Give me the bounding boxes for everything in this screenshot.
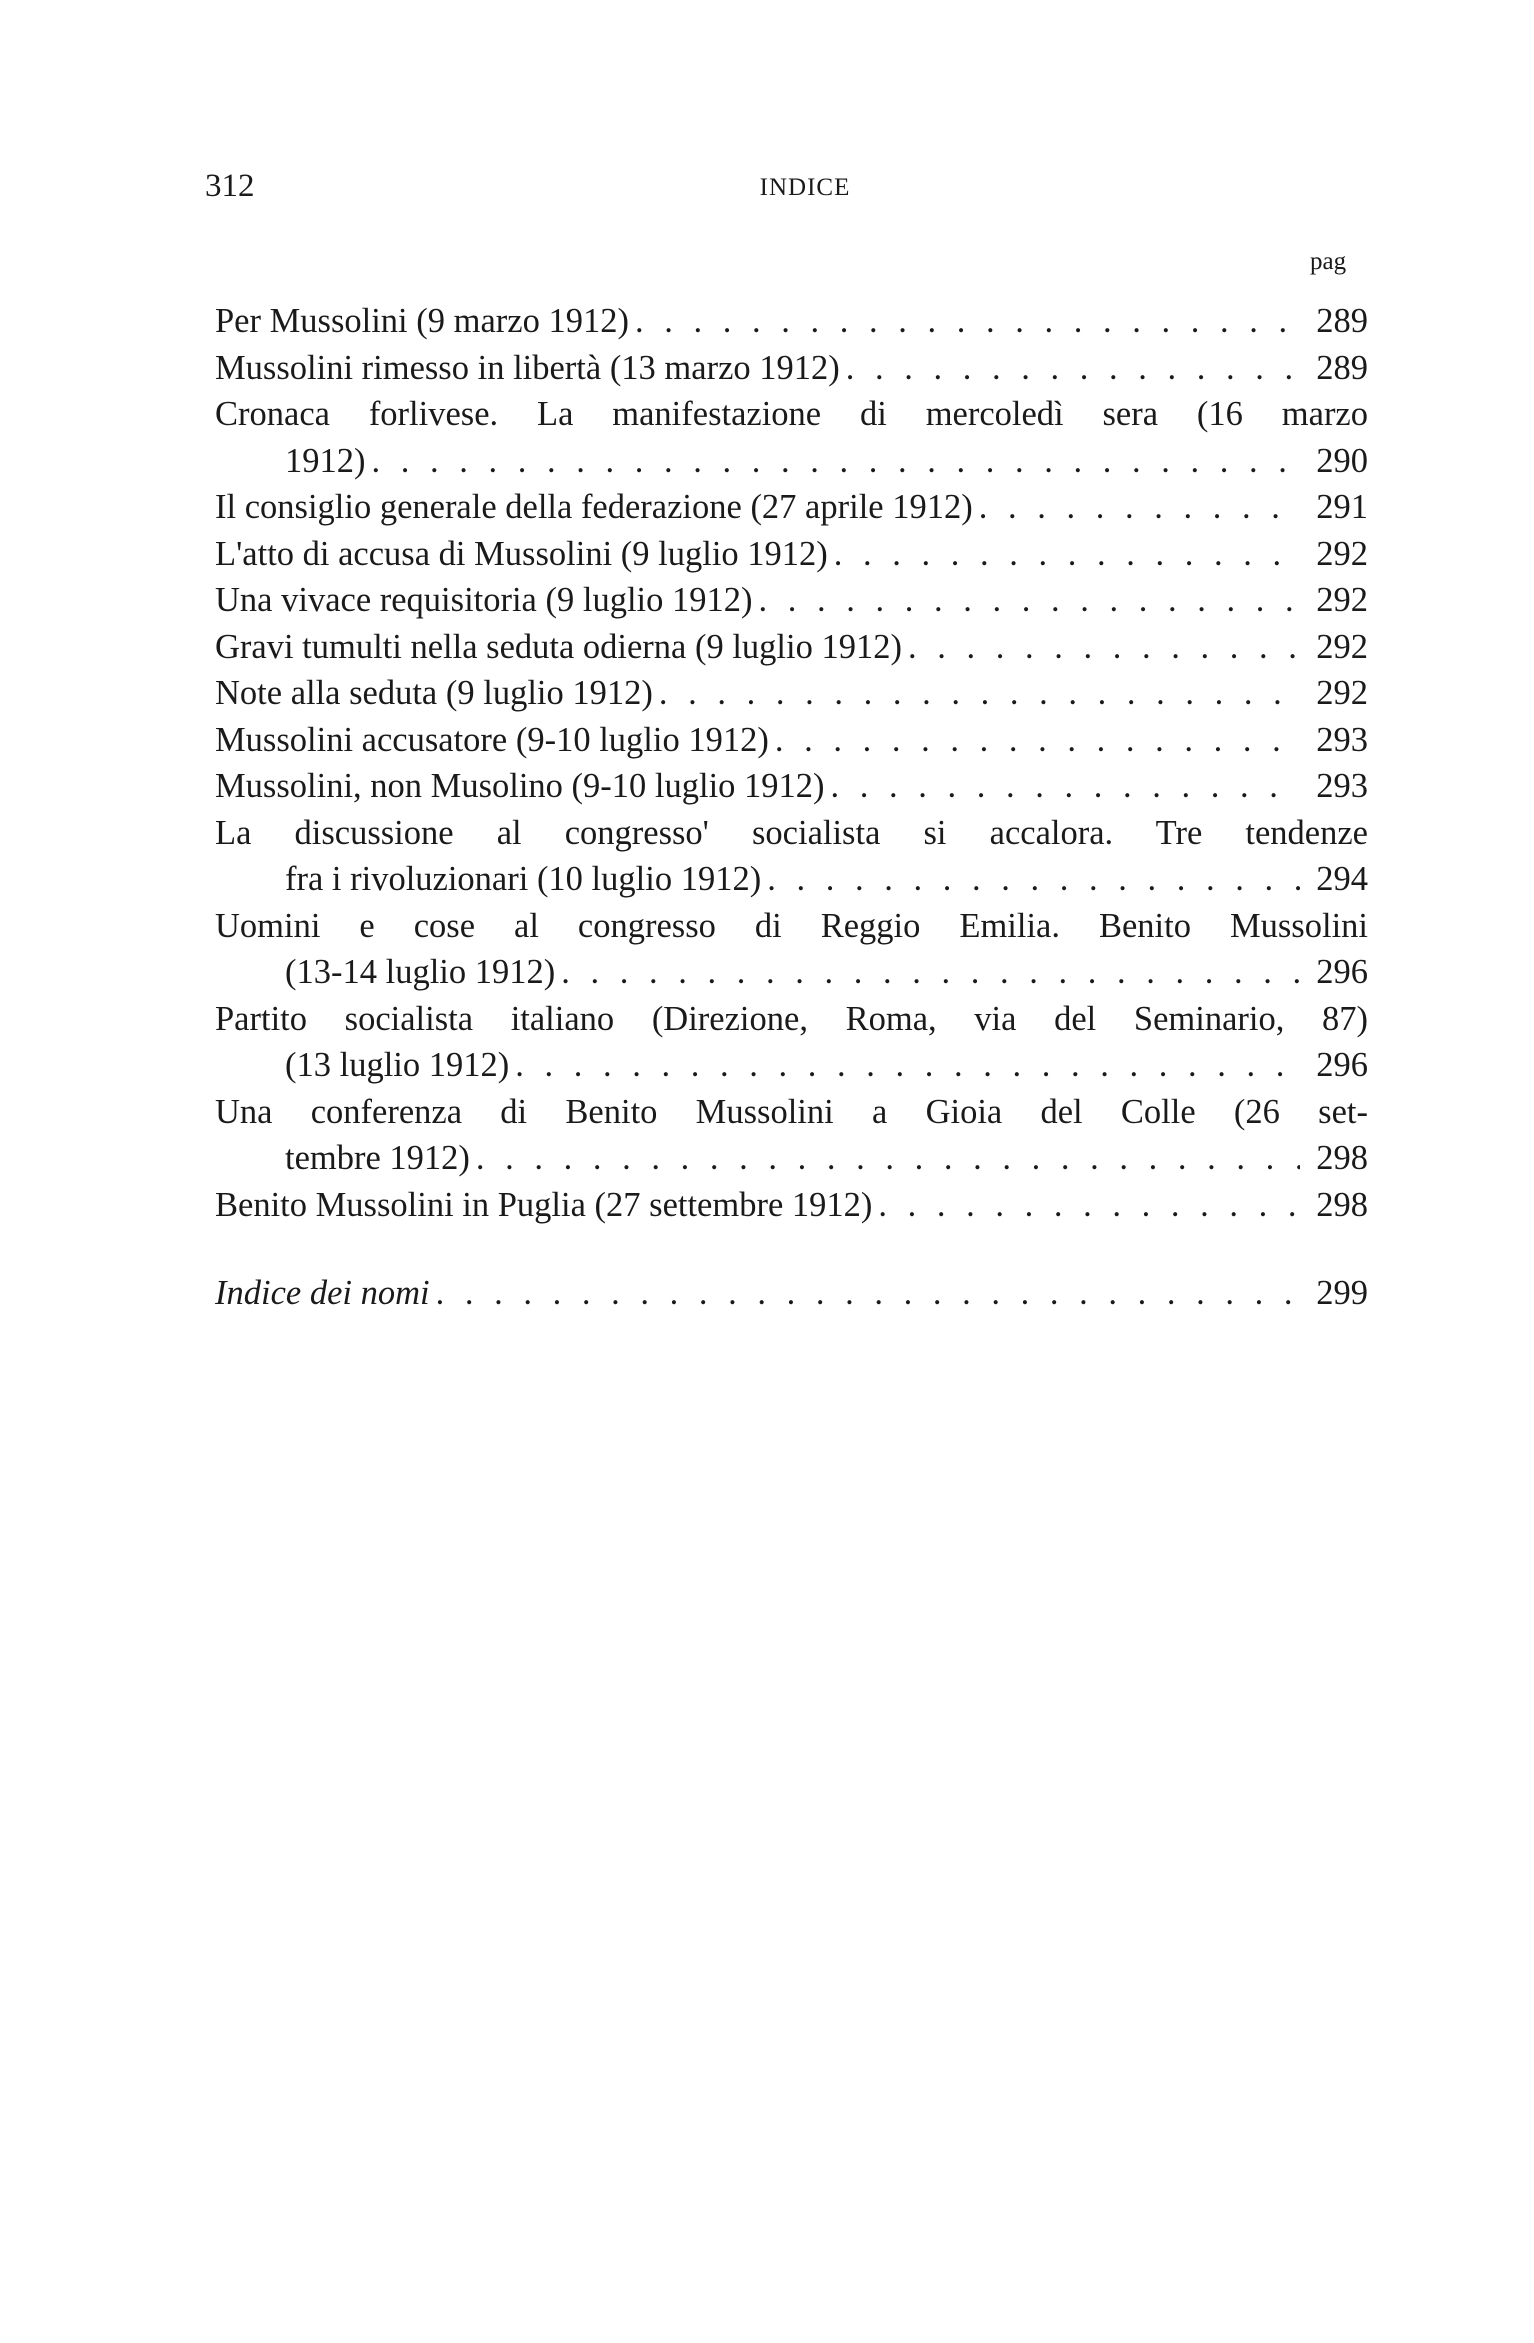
toc-entry-title: Gravi tumulti nella seduta odierna (9 luglio 1912) — [215, 627, 902, 666]
toc-entry-title: Il consiglio generale della federazione (27 aprile 1912) — [215, 488, 973, 526]
toc-entry — [215, 1089, 1368, 1182]
dot-leader — [878, 1182, 1300, 1229]
toc-entry-page: 298 — [1316, 1185, 1368, 1224]
toc-entry-page: 290 — [1316, 441, 1368, 480]
running-title: INDICE — [759, 174, 851, 201]
toc-entry-page: 292 — [1316, 581, 1368, 619]
page-number: 312 — [205, 168, 255, 204]
toc-entry-title: Note alla seduta (9 luglio 1912) — [215, 674, 653, 712]
toc-entry-title-continued: tembre 1912) — [285, 1139, 470, 1177]
dot-leader — [515, 1042, 1300, 1089]
toc-entry-title: Una conferenza di Benito Mussolini a Gioia del Colle (26 set- — [215, 1092, 1368, 1131]
dot-leader — [659, 670, 1300, 717]
toc-entry — [215, 298, 1368, 345]
dot-leader — [758, 577, 1300, 624]
toc-entry — [215, 903, 1368, 996]
dot-leader — [635, 298, 1300, 345]
toc-entry — [215, 531, 1368, 578]
dot-leader — [775, 717, 1300, 764]
dot-leader — [908, 624, 1300, 671]
toc-entry — [215, 484, 1368, 531]
toc-entry-page: 293 — [1316, 720, 1368, 759]
toc-entry-title: Partito socialista italiano (Direzione, Roma, via del Seminario, 87) — [215, 999, 1368, 1038]
toc-entry — [215, 1182, 1368, 1229]
table-of-contents — [215, 298, 1368, 1317]
toc-entry-page: 289 — [1316, 302, 1368, 340]
toc-entry — [215, 577, 1368, 624]
toc-entry-title: Indice dei nomi — [215, 1274, 430, 1312]
toc-entry-page: 296 — [1316, 953, 1368, 991]
toc-entry — [215, 670, 1368, 717]
section-gap — [215, 1228, 1368, 1270]
toc-entry-title: Uomini e cose al congresso di Reggio Emilia. Benito Mussolini — [215, 906, 1368, 945]
toc-entry-title: Mussolini rimesso in libertà (13 marzo 1912) — [215, 348, 840, 387]
toc-entry-title: Cronaca forlivese. La manifestazione di mercoledì sera (16 marzo — [215, 395, 1368, 433]
toc-entry — [215, 810, 1368, 903]
toc-entry-title-continued: 1912) — [285, 441, 366, 480]
toc-entry-title: La discussione al congresso' socialista si accalora. Tre tendenze — [215, 813, 1368, 852]
toc-entry-title: Per Mussolini (9 marzo 1912) — [215, 302, 629, 340]
page-column-label: pag — [1310, 248, 1347, 275]
running-head — [205, 168, 1365, 208]
dot-leader — [831, 763, 1300, 810]
toc-entry-page: 296 — [1316, 1046, 1368, 1084]
toc-entry — [215, 624, 1368, 671]
toc-entry — [215, 345, 1368, 392]
toc-entry-title: Mussolini accusatore (9-10 luglio 1912) — [215, 720, 769, 759]
dot-leader — [476, 1135, 1300, 1182]
dot-leader — [561, 949, 1300, 996]
toc-entry-page: 292 — [1316, 627, 1368, 666]
toc-entry-page: 291 — [1316, 488, 1368, 526]
toc-entry — [215, 717, 1368, 764]
toc-entry-title-continued: (13 luglio 1912) — [285, 1046, 510, 1084]
toc-entry-title: L'atto di accusa di Mussolini (9 luglio 1912) — [215, 534, 828, 573]
toc-entry-page: 299 — [1316, 1274, 1368, 1312]
dot-leader — [372, 438, 1301, 485]
toc-entry-title: Mussolini, non Musolino (9-10 luglio 1912) — [215, 767, 825, 805]
toc-entry-page: 292 — [1316, 534, 1368, 573]
dot-leader — [834, 531, 1300, 578]
dot-leader — [846, 345, 1300, 392]
toc-entry-page: 293 — [1316, 767, 1368, 805]
toc-entry-name-index — [215, 1270, 1368, 1317]
toc-entry-page: 292 — [1316, 674, 1368, 712]
dot-leader — [436, 1270, 1300, 1317]
dot-leader — [979, 484, 1300, 531]
toc-entry-page: 294 — [1316, 860, 1368, 898]
toc-entry — [215, 996, 1368, 1089]
toc-entry — [215, 391, 1368, 484]
toc-entry-page: 298 — [1316, 1139, 1368, 1177]
toc-entry — [215, 763, 1368, 810]
dot-leader — [767, 856, 1300, 903]
toc-entry-title: Una vivace requisitoria (9 luglio 1912) — [215, 581, 753, 619]
toc-entry-title-continued: fra i rivoluzionari (10 luglio 1912) — [285, 860, 762, 898]
toc-entry-title-continued: (13-14 luglio 1912) — [285, 953, 556, 991]
toc-entry-title: Benito Mussolini in Puglia (27 settembre 1912) — [215, 1185, 873, 1224]
toc-entry-page: 289 — [1316, 348, 1368, 387]
